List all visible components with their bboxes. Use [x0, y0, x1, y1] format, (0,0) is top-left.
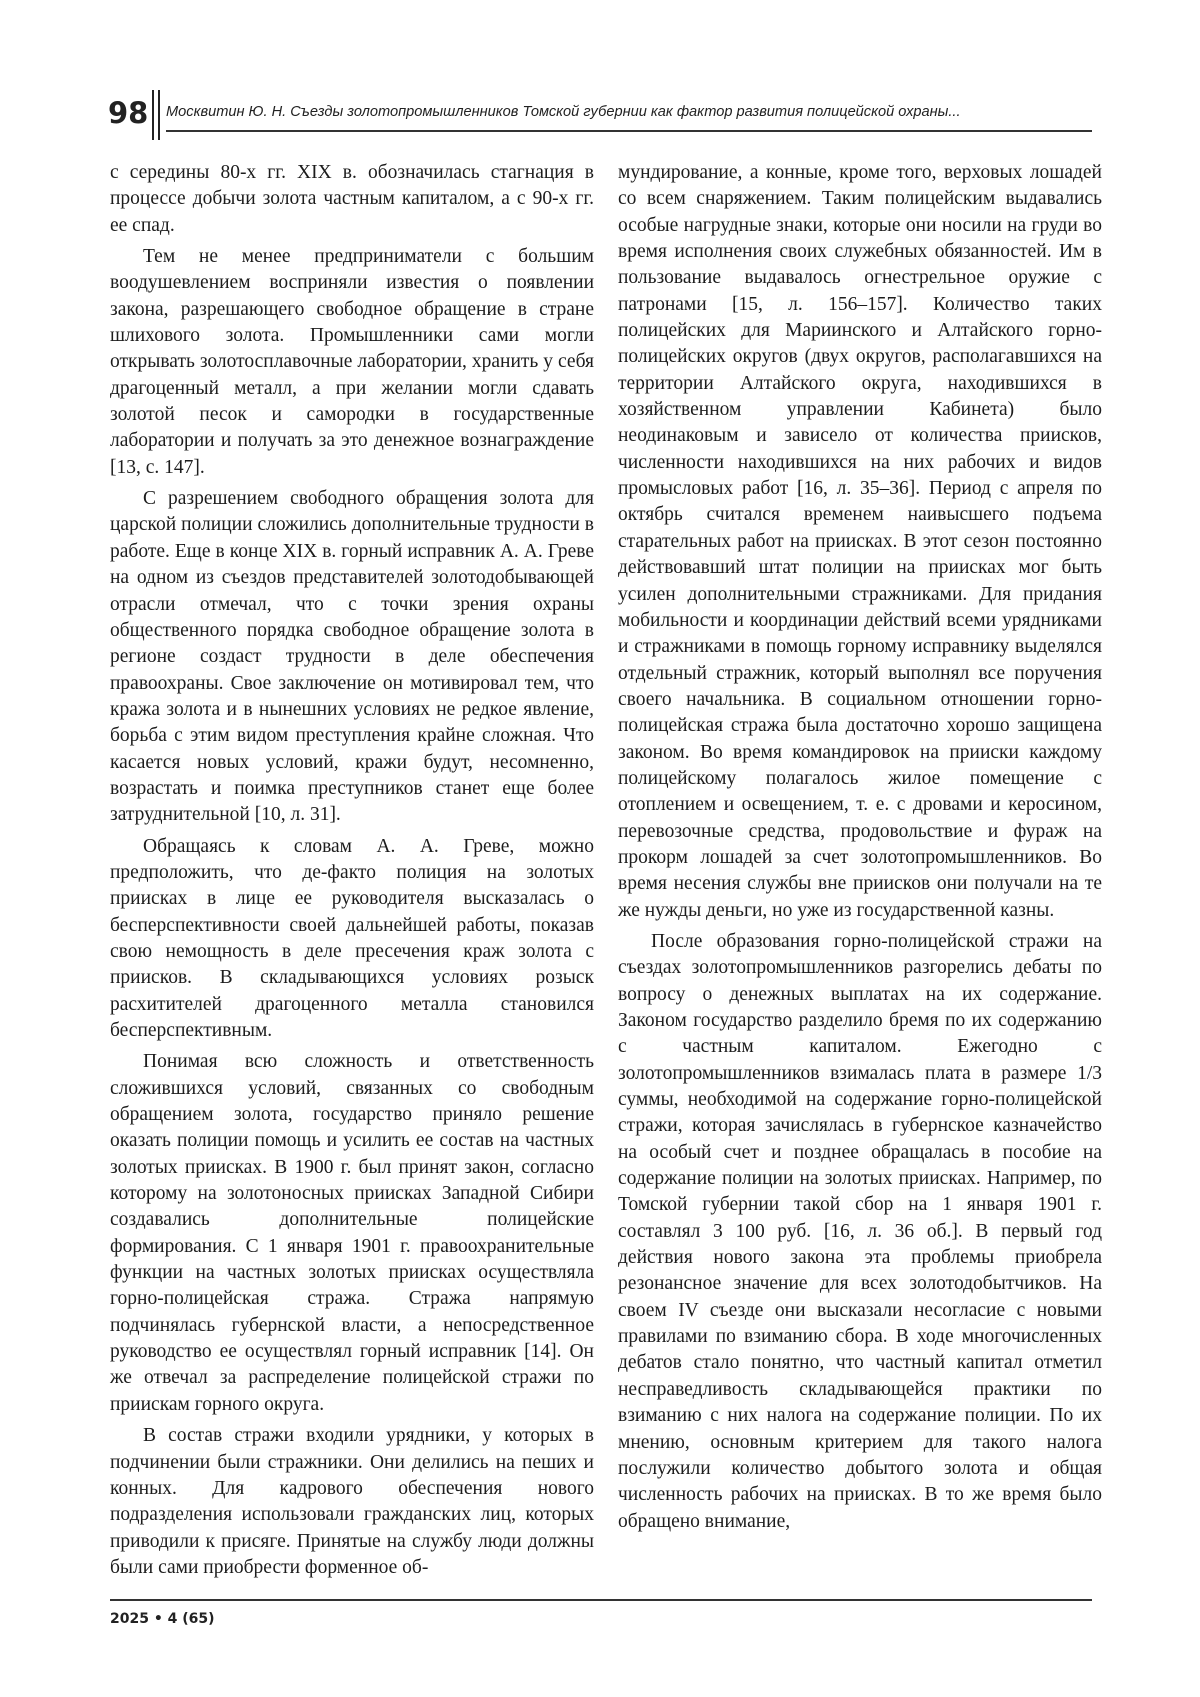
paragraph: с середины 80-х гг. XIX в. обозначилась стагнация в процессе добычи золота частным капиталом, а с 90-х гг. ее спад.: [110, 162, 594, 236]
paragraph: Обращаясь к словам А. А. Греве, можно предположить, что де-факто полиция на золотых приисках в лице ее руководителя высказалась о бесперспективности своей дальнейшей работы, показав свою немощность в деле пресечения краж золота с приисков. В складывающихся условиях розыск расхитителей драгоценного металла становился бесперспективным.: [110, 835, 594, 1041]
header-rule: [166, 130, 1092, 132]
right-column: [618, 160, 1102, 1535]
page-number: 98: [108, 96, 149, 130]
header-divider: [158, 90, 160, 140]
issue-number: 2025 • 4 (65): [110, 1611, 215, 1627]
left-column: [110, 160, 594, 1581]
paragraph: После образования горно-полицейской стражи на съездах золотопромышленников разгорелись дебаты по вопросу о денежных выплатах на их содержание. Законом государство разделило бремя по их содержанию с частным капиталом. Ежегодно с золотопромышленников взималась плата в размере 1/3 суммы, необходимой на содержание горно-полицейской стражи, которая зачислялась в губернское казначейство на особый счет и позднее обращалась в пособие на содержание полиции на золотых приисках. Например, по Томской губернии такой сбор на 1 января 1901 г. составлял 3 100 руб. [16, л. 36 об.]. В первый год действия нового закона эта проблемы приобрела резонансное значение для всех золотодобытчиков. На своем IV съезде они высказали несогласие с новыми правилами по взиманию сбора. В ходе многочисленных дебатов стало понятно, что частный капитал отметил несправедливость складывающейся практики по взиманию с них налога на содержание полиции. По их мнению, основным критерием для такого налога послужили количество добытого золота и общая численность рабочих на приисках. В то же время было обращено внимание,: [618, 930, 1102, 1532]
footer-rule: [110, 1599, 1092, 1601]
paragraph: Понимая всю сложность и ответственность сложившихся условий, связанных со свободным обращением золота, государство приняло решение оказать полиции помощь и усилить ее состав на частных золотых приисках. В 1900 г. был принят закон, согласно которому на золотоносных приисках Западной Сибири создавались дополнительные полицейские формирования. С 1 января 1901 г. правоохранительные функции на частных золотых приисках осуществляла горно-полицейская стража. Стража напрямую подчинялась губернской власти, а непосредственное руководство ее осуществлял горный исправник [14]. Он же отвечал за распределение полицейской стражи по приискам горного округа.: [110, 1051, 594, 1415]
paragraph: мундирование, а конные, кроме того, верховых лошадей со всем снаряжением. Таким полицейским выдавались особые нагрудные знаки, которые они носили на груди во время исполнения своих служебных обязанностей. Им в пользование выдавалось огнестрельное оружие с патронами [15, л. 156–157]. Количество таких полицейских для Мариинского и Алтайского горно-полицейских округов (двух округов, располагавшихся на территории Алтайского округа, находившихся в хозяйственном управлении Кабинета) было неодинаковым и зависело от количества приисков, численности находившихся на них рабочих и видов промысловых работ [16, л. 35–36]. Период с апреля по октябрь считался временем наивысшего подъема старательных работ на приисках. В этот сезон постоянно действовавший штат полиции на приисках мог быть усилен дополнительными стражниками. Для придания мобильности и координации действий всеми урядниками и стражниками в помощь горному исправнику выделялся отдельный стражник, который выполнял все поручения своего начальника. В социальном отношении горно-полицейская стража была достаточно хорошо защищена законом. Во время командировок на прииски каждому полицейскому полагалось жилое помещение с отоплением и освещением, т. е. с дровами и керосином, перевозочные средства, продовольствие и фураж на прокорм лошадей за счет золотопромышленников. Во время несения службы вне приисков они получали на те же нужды деньги, но уже из государственной казны.: [618, 162, 1102, 921]
paragraph: В состав стражи входили урядники, у которых в подчинении были стражники. Они делились на пеших и конных. Для кадрового обеспечения нового подразделения использовали гражданских лиц, которых приводили к присяге. Принятые на службу люди должны были сами приобрести форменное об-: [110, 1425, 594, 1578]
running-header: [108, 90, 1092, 140]
header-divider: [152, 90, 154, 140]
paragraph: Тем не менее предприниматели с большим воодушевлением восприняли известия о появлении закона, разрешающего свободное обращение в стране шлихового золота. Промышленники сами могли открывать золотосплавочные лаборатории, хранить у себя драгоценный металл, а при желании могли сдавать золотой песок и самородки в государственные лаборатории и получать за это денежное вознаграждение [13, с. 147].: [110, 246, 594, 478]
running-title: Москвитин Ю. Н. Съезды золотопромышленников Томской губернии как фактор развития полицейской охраны...: [166, 104, 961, 120]
paragraph: С разрешением свободного обращения золота для царской полиции сложились дополнительные трудности в работе. Еще в конце XIX в. горный исправник А. А. Греве на одном из съездов представителей золотодобывающей отрасли отмечал, что с точки зрения охраны общественного порядка свободное обращение золота в регионе создаст трудности в деле обеспечения правоохраны. Свое заключение он мотивировал тем, что кража золота и в нынешних условиях не редкое явление, борьба с этим видом преступления крайне сложная. Что касается новых условий, кражи будут, несомненно, возрастать и поимка преступников станет еще более затруднительной [10, л. 31].: [110, 488, 594, 826]
